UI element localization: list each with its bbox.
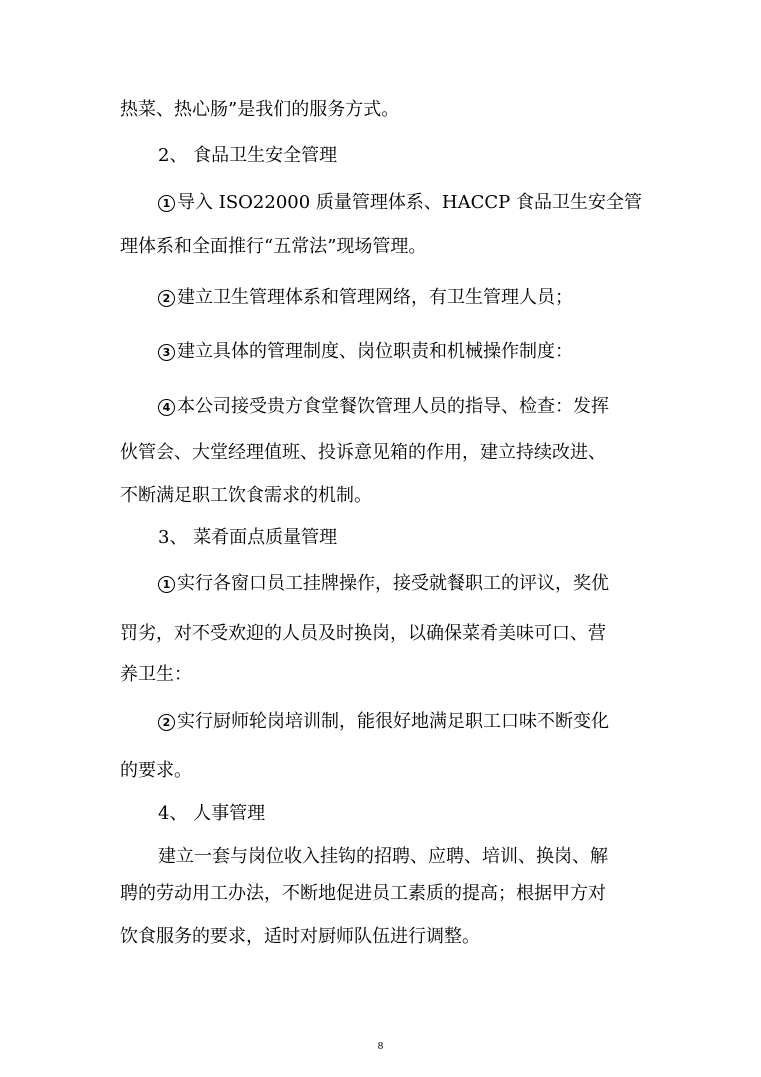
list-item: [158, 191, 642, 215]
list-item: [158, 572, 609, 596]
body-text: 导入 ISO22000 质量管理体系、HACCP 食品卫生安全管: [177, 192, 642, 213]
circled-number-2: 2: [158, 290, 175, 307]
body-text: 实行厨师轮岗培训制，能很好地满足职工口味不断变化: [177, 711, 609, 732]
page-number: 8: [377, 1040, 384, 1052]
body-line: 热菜、热心肠”是我们的服务方式。: [120, 99, 400, 120]
circled-number-3: 3: [158, 344, 175, 361]
body-text: 建立卫生管理体系和管理网络，有卫生管理人员；: [177, 287, 573, 308]
list-item: [158, 286, 573, 310]
body-line: 理体系和全面推行“五常法”现场管理。: [120, 236, 427, 257]
list-item: [158, 340, 573, 364]
body-text: 本公司接受贵方食堂餐饮管理人员的指导、检查：发挥: [177, 396, 609, 417]
body-line: 建立一套与岗位收入挂钩的招聘、应聘、培训、换岗、解: [158, 846, 608, 867]
circled-number-1: 1: [158, 195, 175, 212]
body-line: 饮食服务的要求，适时对厨师队伍进行调整。: [120, 926, 480, 947]
body-line: 养卫生：: [120, 664, 192, 685]
section-heading: 4、 人事管理: [158, 803, 266, 824]
body-line: 聘的劳动用工办法，不断地促进员工素质的提高；根据甲方对: [120, 883, 606, 904]
body-line: 不断满足职工饮食需求的机制。: [120, 485, 372, 506]
list-item: [158, 395, 609, 419]
list-item: [158, 710, 609, 734]
circled-number-4: 4: [158, 399, 175, 416]
section-heading: 2、 食品卫生安全管理: [158, 145, 338, 166]
body-line: 伙管会、大堂经理值班、投诉意见箱的作用，建立持续改进、: [120, 442, 606, 463]
body-text: 实行各窗口员工挂牌操作，接受就餐职工的评议，奖优: [177, 573, 609, 594]
body-line: 罚劣，对不受欢迎的人员及时换岗，以确保菜肴美味可口、营: [120, 623, 606, 644]
body-text: 建立具体的管理制度、岗位职责和机械操作制度：: [177, 341, 573, 362]
body-line: 的要求。: [120, 760, 192, 781]
circled-number-1: 1: [158, 576, 175, 593]
section-heading: 3、 菜肴面点质量管理: [158, 527, 338, 548]
circled-number-2: 2: [158, 714, 175, 731]
